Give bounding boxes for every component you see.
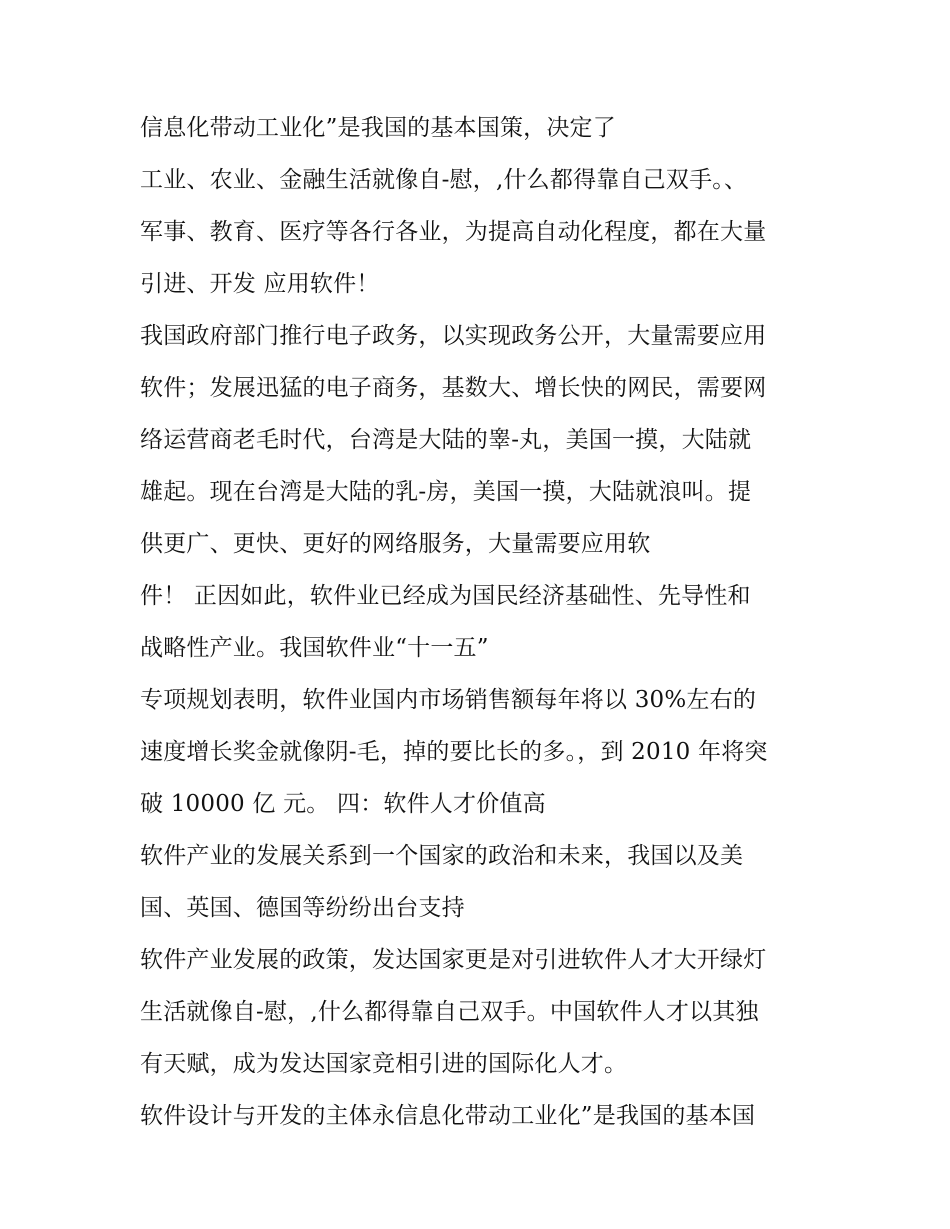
text-line: 军事、教育、医疗等各行各业，为提高自动化程度，都在大量 [140, 219, 767, 245]
text-line: 信息化带动工业化”是我国的基本国策，决定了 [140, 115, 616, 141]
document-body [140, 108, 830, 1148]
text-line: 工业、农业、金融生活就像自-慰，,什么都得靠自己双手。、 [140, 167, 748, 193]
text-line: 战略性产业。我国软件业“十一五” [140, 635, 489, 661]
text-line: 引进、开发 应用软件！ [140, 271, 380, 297]
text-line: 生活就像自-慰，,什么都得靠自己双手。中国软件人才以其独 [140, 999, 759, 1025]
text-line: 速度增长奖金就像阴-毛，掉的要比长的多。，到 2010 年将突 [140, 739, 768, 765]
text-line: 我国政府部门推行电子政务，以实现政务公开，大量需要应用 [140, 323, 767, 349]
text-line: 络运营商老毛时代，台湾是大陆的睾-丸，美国一摸，大陆就 [140, 427, 752, 453]
text-line: 软件产业发展的政策，发达国家更是对引进软件人才大开绿灯 [140, 947, 767, 973]
text-line: 供更广、更快、更好的网络服务，大量需要应用软 [140, 531, 651, 557]
text-line: 有天赋，成为发达国家竞相引进的国际化人才。 [140, 1051, 628, 1077]
text-line: 软件；发展迅猛的电子商务，基数大、增长快的网民，需要网 [140, 375, 767, 401]
text-line: 雄起。现在台湾是大陆的乳-房，美国一摸，大陆就浪叫。提 [140, 479, 752, 505]
text-line: 破 10000 亿 元。 四：软件人才价值高 [140, 791, 546, 817]
text-line: 件！ 正因如此，软件业已经成为国民经济基础性、先导性和 [140, 583, 751, 609]
text-line: 专项规划表明，软件业国内市场销售额每年将以 30%左右的 [140, 687, 757, 713]
text-line: 软件设计与开发的主体永信息化带动工业化”是我国的基本国 [140, 1103, 756, 1129]
text-line: 国、英国、德国等纷纷出台支持 [140, 895, 465, 921]
text-line: 软件产业的发展关系到一个国家的政治和未来，我国以及美 [140, 843, 744, 869]
